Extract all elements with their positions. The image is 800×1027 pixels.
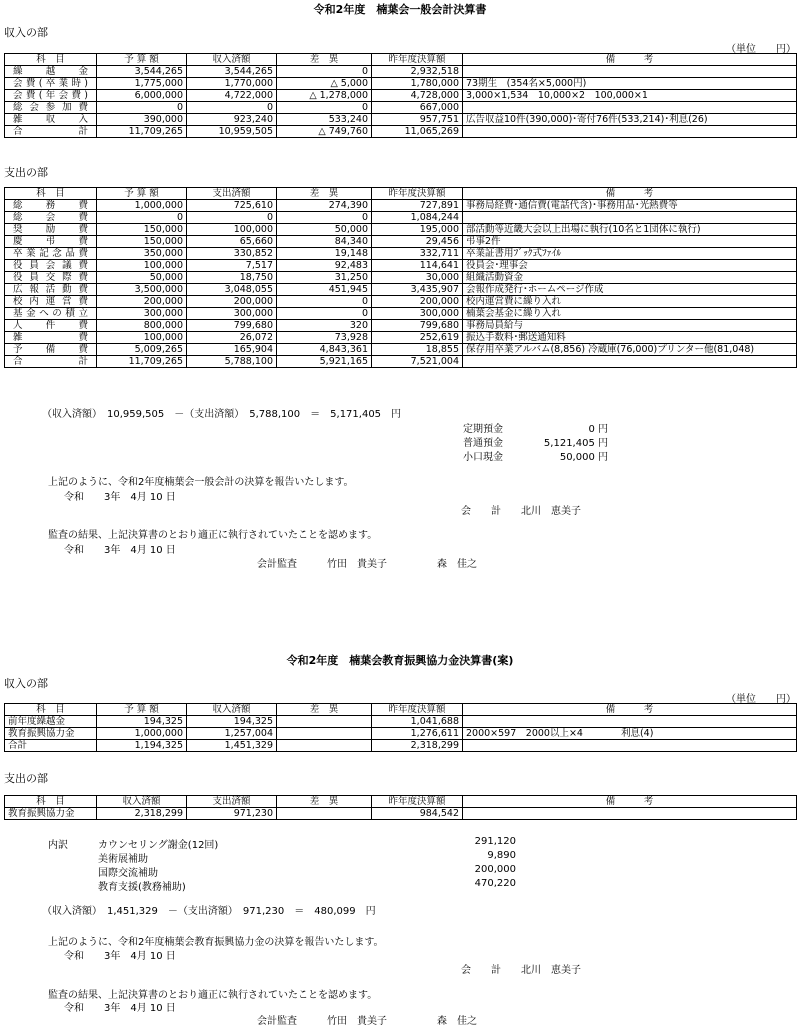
amount-cell: 300,000 xyxy=(372,308,463,320)
remarks-cell: 校内運営費に繰り入れ xyxy=(463,296,797,308)
doc1-income-table xyxy=(4,53,797,138)
table-row xyxy=(5,212,797,224)
column-header: 科 目 xyxy=(5,704,97,716)
remarks-cell xyxy=(463,66,797,78)
doc2-breakdown-label: 内訳 xyxy=(48,840,68,851)
row-label: 役員会議費 xyxy=(5,260,97,272)
amount-cell: 332,711 xyxy=(372,248,463,260)
column-header: 科 目 xyxy=(5,796,97,808)
doc1-audit-date: 令和 3年 4月 10 日 xyxy=(64,545,176,556)
row-label: 基金への積立 xyxy=(5,308,97,320)
amount-cell: 1,000,000 xyxy=(97,728,187,740)
table-row xyxy=(5,102,797,114)
table-row xyxy=(5,66,797,78)
table-row xyxy=(5,356,797,368)
amount-cell: 11,709,265 xyxy=(97,126,187,138)
amount-cell: 1,775,000 xyxy=(97,78,187,90)
amount-cell: 3,500,000 xyxy=(97,284,187,296)
column-header: 収入済額 xyxy=(187,704,277,716)
amount-cell: 150,000 xyxy=(97,236,187,248)
amount-cell: 1,000,000 xyxy=(97,200,187,212)
row-label: 教育振興協力金 xyxy=(5,808,97,820)
row-label: 校内運営費 xyxy=(5,296,97,308)
deposit-label: 小口現金 xyxy=(463,452,503,463)
amount-cell: 725,610 xyxy=(187,200,277,212)
table-header-row xyxy=(5,54,797,66)
amount-cell: 4,728,000 xyxy=(372,90,463,102)
amount-cell: 390,000 xyxy=(97,114,187,126)
amount-cell: 7,521,004 xyxy=(372,356,463,368)
amount-cell: 957,751 xyxy=(372,114,463,126)
remarks-cell xyxy=(463,102,797,114)
doc2-treasurer: 会 計 北川 恵美子 xyxy=(461,965,581,976)
amount-cell: 0 xyxy=(277,212,372,224)
amount-cell: 18,855 xyxy=(372,344,463,356)
column-header: 支出済額 xyxy=(187,188,277,200)
amount-cell: 300,000 xyxy=(187,308,277,320)
doc1-report-date: 令和 3年 4月 10 日 xyxy=(64,492,176,503)
row-label: 奨励費 xyxy=(5,224,97,236)
row-label: 役員交際費 xyxy=(5,272,97,284)
amount-cell: 194,325 xyxy=(97,716,187,728)
table-row xyxy=(5,740,797,752)
amount-cell: 6,000,000 xyxy=(97,90,187,102)
row-label: 慶弔費 xyxy=(5,236,97,248)
amount-cell: 200,000 xyxy=(187,296,277,308)
table-row xyxy=(5,78,797,90)
table-row xyxy=(5,114,797,126)
doc2-audit-date: 令和 3年 4月 10 日 xyxy=(64,1003,176,1014)
amount-cell: 84,340 xyxy=(277,236,372,248)
amount-cell: 800,000 xyxy=(97,320,187,332)
column-header: 予 算 額 xyxy=(97,188,187,200)
amount-cell: 300,000 xyxy=(97,308,187,320)
breakdown-label: 教育支援(教務補助) xyxy=(98,882,186,893)
column-header: 備 考 xyxy=(463,704,797,716)
column-header: 備 考 xyxy=(463,796,797,808)
remarks-cell: 事務局経費･通信費(電話代含)･事務用品･光熱費等 xyxy=(463,200,797,212)
amount-cell: 65,660 xyxy=(187,236,277,248)
row-label: 予備費 xyxy=(5,344,97,356)
doc1-income-heading: 収入の部 xyxy=(4,26,48,39)
doc1-unit: （単位 円） xyxy=(726,44,796,55)
deposit-value: 5,121,405 円 xyxy=(543,438,608,449)
table-row xyxy=(5,320,797,332)
table-row xyxy=(5,224,797,236)
remarks-cell: 組織活動資金 xyxy=(463,272,797,284)
row-label: 総会参加費 xyxy=(5,102,97,114)
amount-cell: 2,318,299 xyxy=(97,808,187,820)
doc1-audit-text: 監査の結果、上記決算書のとおり適正に執行されていたことを認めます。 xyxy=(48,530,378,541)
doc2-expense-heading: 支出の部 xyxy=(4,772,48,785)
column-header: 昨年度決算額 xyxy=(372,704,463,716)
row-label: 合計 xyxy=(5,356,97,368)
table-row xyxy=(5,332,797,344)
amount-cell: 73,928 xyxy=(277,332,372,344)
breakdown-label: カウンセリング謝金(12回) xyxy=(98,840,219,851)
remarks-cell: 役員会･理事会 xyxy=(463,260,797,272)
amount-cell: 727,891 xyxy=(372,200,463,212)
column-header: 備 考 xyxy=(463,188,797,200)
remarks-cell: 73期生 (354名×5,000円) xyxy=(463,78,797,90)
remarks-cell: 3,000×1,534 10,000×2 100,000×1 xyxy=(463,90,797,102)
deposit-value: 50,000 円 xyxy=(559,452,608,463)
deposit-label: 定期預金 xyxy=(463,424,503,435)
amount-cell: 971,230 xyxy=(187,808,277,820)
breakdown-value: 470,220 xyxy=(474,878,516,889)
column-header: 差 異 xyxy=(277,54,372,66)
amount-cell xyxy=(277,808,372,820)
row-label: 雑収入 xyxy=(5,114,97,126)
amount-cell: 200,000 xyxy=(97,296,187,308)
amount-cell: △ 749,760 xyxy=(277,126,372,138)
table-header-row xyxy=(5,704,797,716)
doc2-balance-line: （収入済額） 1,451,329 －（支出済額） 971,230 ＝ 480,099 円 xyxy=(42,906,376,917)
doc2-report-date: 令和 3年 4月 10 日 xyxy=(64,951,176,962)
amount-cell xyxy=(277,728,372,740)
amount-cell: 667,000 xyxy=(372,102,463,114)
row-label: 前年度繰越金 xyxy=(5,716,97,728)
doc2-report-text: 上記のように、令和2年度楠葉会教育振興協力金の決算を報告いたします。 xyxy=(48,937,384,948)
amount-cell: 195,000 xyxy=(372,224,463,236)
amount-cell: 274,390 xyxy=(277,200,372,212)
amount-cell: 0 xyxy=(277,66,372,78)
amount-cell: 1,780,000 xyxy=(372,78,463,90)
row-label: 繰越金 xyxy=(5,66,97,78)
amount-cell: 252,619 xyxy=(372,332,463,344)
amount-cell: 100,000 xyxy=(97,332,187,344)
remarks-cell xyxy=(463,716,797,728)
remarks-cell xyxy=(463,808,797,820)
doc2-audit-text: 監査の結果、上記決算書のとおり適正に執行されていたことを認めます。 xyxy=(48,990,378,1001)
column-header: 収入済額 xyxy=(97,796,187,808)
column-header: 収入済額 xyxy=(187,54,277,66)
breakdown-label: 美術展補助 xyxy=(98,854,148,865)
table-row xyxy=(5,296,797,308)
amount-cell: 30,000 xyxy=(372,272,463,284)
doc2-auditors: 会計監査 竹田 貴美子 森 佳之 xyxy=(257,1016,477,1027)
amount-cell: 1,194,325 xyxy=(97,740,187,752)
amount-cell: 194,325 xyxy=(187,716,277,728)
column-header: 予 算 額 xyxy=(97,54,187,66)
amount-cell: 11,065,269 xyxy=(372,126,463,138)
table-row xyxy=(5,236,797,248)
remarks-cell: 保存用卒業アルバム(8,856) 冷蔵庫(76,000)プリンター他(81,048) xyxy=(463,344,797,356)
amount-cell: 320 xyxy=(277,320,372,332)
amount-cell: 350,000 xyxy=(97,248,187,260)
breakdown-label: 国際交流補助 xyxy=(98,868,158,879)
column-header: 科 目 xyxy=(5,188,97,200)
column-header: 差 異 xyxy=(277,188,372,200)
table-row xyxy=(5,272,797,284)
column-header: 予 算 額 xyxy=(97,704,187,716)
row-label: 総務費 xyxy=(5,200,97,212)
column-header: 備 考 xyxy=(463,54,797,66)
remarks-cell: 会報作成発行･ホームページ作成 xyxy=(463,284,797,296)
row-label: 総会費 xyxy=(5,212,97,224)
amount-cell: 923,240 xyxy=(187,114,277,126)
amount-cell: 18,750 xyxy=(187,272,277,284)
remarks-cell: 事務局員給与 xyxy=(463,320,797,332)
amount-cell: 5,921,165 xyxy=(277,356,372,368)
amount-cell: 4,722,000 xyxy=(187,90,277,102)
table-row xyxy=(5,248,797,260)
column-header: 支出済額 xyxy=(187,796,277,808)
amount-cell: 114,641 xyxy=(372,260,463,272)
amount-cell xyxy=(277,716,372,728)
table-header-row xyxy=(5,796,797,808)
doc2-unit: （単位 円） xyxy=(726,694,796,705)
amount-cell: 3,435,907 xyxy=(372,284,463,296)
row-label: 会費(年会費) xyxy=(5,90,97,102)
row-label: 人件費 xyxy=(5,320,97,332)
table-row xyxy=(5,308,797,320)
amount-cell: 451,945 xyxy=(277,284,372,296)
amount-cell: 0 xyxy=(277,296,372,308)
table-row xyxy=(5,716,797,728)
table-row xyxy=(5,284,797,296)
amount-cell: 0 xyxy=(97,102,187,114)
table-row xyxy=(5,344,797,356)
breakdown-value: 9,890 xyxy=(487,850,516,861)
amount-cell: 10,959,505 xyxy=(187,126,277,138)
doc1-report-text: 上記のように、令和2年度楠葉会一般会計の決算を報告いたします。 xyxy=(48,477,354,488)
remarks-cell: 振込手数料･郵送通知料 xyxy=(463,332,797,344)
remarks-cell: 広告収益10件(390,000)･寄付76件(533,214)･利息(26) xyxy=(463,114,797,126)
doc1-auditors: 会計監査 竹田 貴美子 森 佳之 xyxy=(257,559,477,570)
remarks-cell: 弔事2件 xyxy=(463,236,797,248)
table-row xyxy=(5,728,797,740)
amount-cell: 533,240 xyxy=(277,114,372,126)
amount-cell: 1,276,611 xyxy=(372,728,463,740)
amount-cell: 1,770,000 xyxy=(187,78,277,90)
amount-cell: 1,041,688 xyxy=(372,716,463,728)
remarks-cell: 楠葉会基金に繰り入れ xyxy=(463,308,797,320)
table-row xyxy=(5,200,797,212)
table-row xyxy=(5,260,797,272)
table-header-row xyxy=(5,188,797,200)
doc2-income-table xyxy=(4,703,797,752)
deposit-value: 0 円 xyxy=(588,424,608,435)
column-header: 差 異 xyxy=(277,704,372,716)
amount-cell: 1,084,244 xyxy=(372,212,463,224)
column-header: 昨年度決算額 xyxy=(372,796,463,808)
remarks-cell xyxy=(463,212,797,224)
amount-cell: 100,000 xyxy=(187,224,277,236)
amount-cell: 0 xyxy=(187,212,277,224)
amount-cell: 2,932,518 xyxy=(372,66,463,78)
breakdown-value: 200,000 xyxy=(474,864,516,875)
amount-cell: 26,072 xyxy=(187,332,277,344)
deposit-label: 普通預金 xyxy=(463,438,503,449)
amount-cell: 7,517 xyxy=(187,260,277,272)
amount-cell: 4,843,361 xyxy=(277,344,372,356)
amount-cell: 330,852 xyxy=(187,248,277,260)
row-label: 教育振興協力金 xyxy=(5,728,97,740)
amount-cell: 1,257,004 xyxy=(187,728,277,740)
doc2-expense-table xyxy=(4,795,797,820)
row-label: 会費(卒業時) xyxy=(5,78,97,90)
amount-cell: △ 5,000 xyxy=(277,78,372,90)
amount-cell xyxy=(277,740,372,752)
amount-cell: 31,250 xyxy=(277,272,372,284)
doc1-balance-line: （収入済額） 10,959,505 －（支出済額） 5,788,100 ＝ 5,171,405 円 xyxy=(42,409,402,420)
doc1-treasurer: 会 計 北川 恵美子 xyxy=(461,506,581,517)
amount-cell: 50,000 xyxy=(97,272,187,284)
amount-cell: 5,788,100 xyxy=(187,356,277,368)
remarks-cell: 部活動等近畿大会以上出場に執行(10名と1団体に執行) xyxy=(463,224,797,236)
amount-cell: 150,000 xyxy=(97,224,187,236)
table-row xyxy=(5,90,797,102)
amount-cell: 19,148 xyxy=(277,248,372,260)
amount-cell: 2,318,299 xyxy=(372,740,463,752)
column-header: 差 異 xyxy=(277,796,372,808)
amount-cell: 0 xyxy=(97,212,187,224)
row-label: 合計 xyxy=(5,740,97,752)
amount-cell: 984,542 xyxy=(372,808,463,820)
amount-cell: 3,048,055 xyxy=(187,284,277,296)
amount-cell: 1,451,329 xyxy=(187,740,277,752)
amount-cell: 0 xyxy=(277,308,372,320)
row-label: 卒業記念品費 xyxy=(5,248,97,260)
remarks-cell xyxy=(463,740,797,752)
amount-cell: 50,000 xyxy=(277,224,372,236)
amount-cell: 3,544,265 xyxy=(97,66,187,78)
doc1-expense-heading: 支出の部 xyxy=(4,166,48,179)
remarks-cell xyxy=(463,126,797,138)
row-label: 雑費 xyxy=(5,332,97,344)
amount-cell: 92,483 xyxy=(277,260,372,272)
column-header: 昨年度決算額 xyxy=(372,54,463,66)
doc2-income-heading: 収入の部 xyxy=(4,677,48,690)
amount-cell: 5,009,265 xyxy=(97,344,187,356)
remarks-cell: 卒業証書用ﾌﾞｯｸ式ﾌｧｲﾙ xyxy=(463,248,797,260)
amount-cell: 3,544,265 xyxy=(187,66,277,78)
amount-cell: 100,000 xyxy=(97,260,187,272)
breakdown-value: 291,120 xyxy=(474,836,516,847)
column-header: 昨年度決算額 xyxy=(372,188,463,200)
table-row xyxy=(5,808,797,820)
doc1-expense-table xyxy=(4,187,797,368)
table-row xyxy=(5,126,797,138)
doc2-title: 令和2年度 楠葉会教育振興協力金決算書(案) xyxy=(286,654,514,667)
amount-cell: 799,680 xyxy=(372,320,463,332)
remarks-cell: 2000×597 2000以上×4 利息(4) xyxy=(463,728,797,740)
amount-cell: 0 xyxy=(187,102,277,114)
amount-cell: 0 xyxy=(277,102,372,114)
row-label: 合計 xyxy=(5,126,97,138)
amount-cell: 29,456 xyxy=(372,236,463,248)
amount-cell: 799,680 xyxy=(187,320,277,332)
row-label: 広報活動費 xyxy=(5,284,97,296)
amount-cell: △ 1,278,000 xyxy=(277,90,372,102)
column-header: 科 目 xyxy=(5,54,97,66)
amount-cell: 200,000 xyxy=(372,296,463,308)
remarks-cell xyxy=(463,356,797,368)
doc1-title: 令和2年度 楠葉会一般会計決算書 xyxy=(313,3,487,16)
amount-cell: 165,904 xyxy=(187,344,277,356)
amount-cell: 11,709,265 xyxy=(97,356,187,368)
